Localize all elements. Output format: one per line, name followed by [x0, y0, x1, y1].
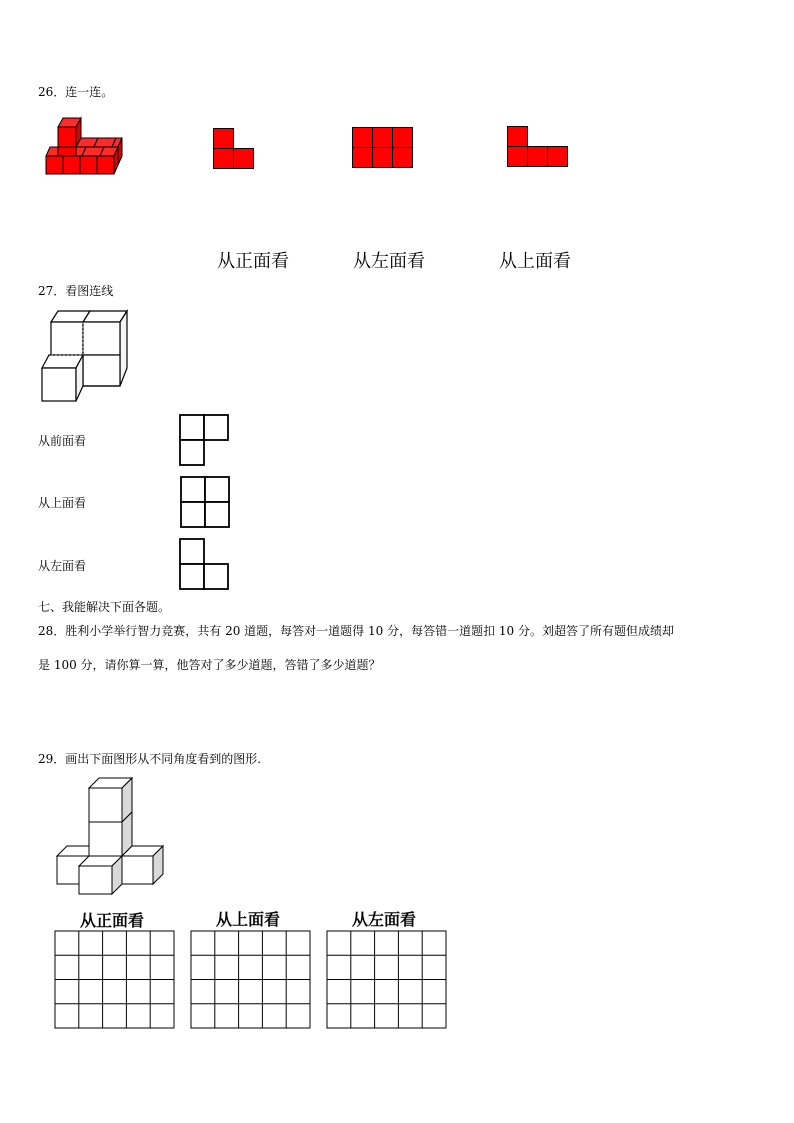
q27-label-front: 从前面看 [38, 434, 87, 448]
section7-title: 七、我能解决下面各题。 [38, 600, 171, 614]
view-option-l-shape [212, 127, 256, 171]
q29-title: 29．画出下面图形从不同角度看到的图形. [38, 752, 262, 766]
q26-label-left: 从左面看 [353, 251, 425, 272]
cube-tower-sketch [52, 776, 168, 898]
q26-title: 26．连一连。 [38, 85, 114, 99]
q26-label-top: 从上面看 [499, 251, 571, 272]
q26-label-front: 从正面看 [217, 251, 289, 272]
q28-line-1: 28．胜利小学举行智力竞赛，共有 20 道题，每答对一道题得 10 分，每答错一道题扣 10 分。刘超答了所有题但成绩却 [38, 624, 674, 638]
q27-view-shape-3 [178, 537, 230, 592]
q27-label-left: 从左面看 [38, 559, 87, 573]
red-cube-structure [44, 112, 126, 178]
q29-grid-label-left: 从左面看 [352, 910, 417, 929]
cube-structure-sketch [38, 308, 130, 406]
q27-label-top: 从上面看 [38, 496, 87, 510]
drawing-grid-front[interactable] [54, 930, 176, 1030]
q27-view-shape-1 [178, 413, 230, 468]
q28-text [38, 614, 768, 682]
view-option-long-l-shape [506, 125, 569, 169]
drawing-grid-top[interactable] [190, 930, 312, 1030]
q27-title: 27．看图连线 [38, 284, 114, 298]
drawing-grid-left[interactable] [326, 930, 448, 1030]
q28-line-2: 是 100 分，请你算一算，他答对了多少道题，答错了多少道题？ [38, 658, 381, 672]
view-option-rectangle [351, 126, 414, 170]
q27-view-shape-2 [179, 475, 232, 530]
q29-grid-label-front: 从正面看 [80, 911, 145, 930]
q29-grid-label-top: 从上面看 [216, 910, 281, 929]
